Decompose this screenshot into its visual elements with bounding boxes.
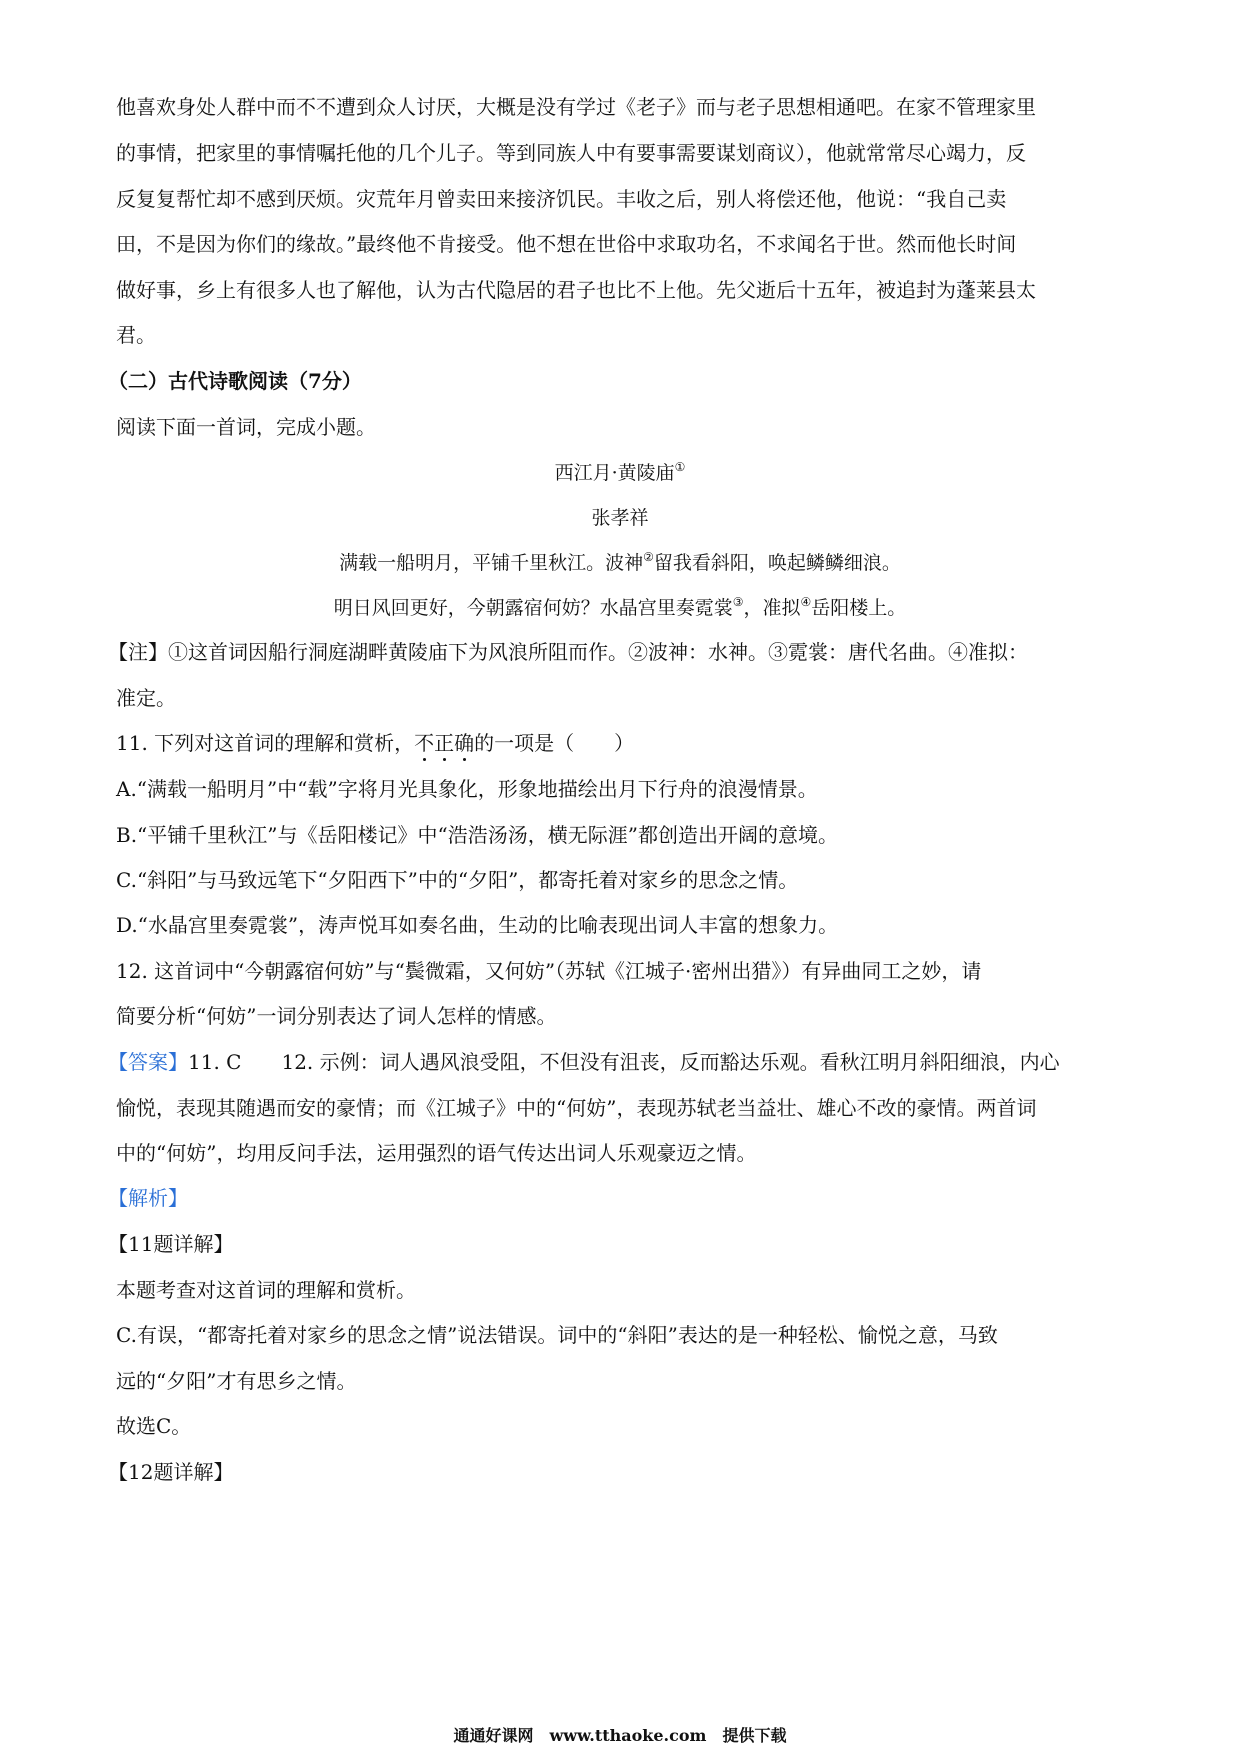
- question-12-line: 12. 这首词中“今朝露宿何妨”与“鬓微霜，又何妨”（苏轼《江城子·密州出猎》）有异曲同工之妙，请: [116, 959, 982, 983]
- question-12-line: 简要分析“何妨”一词分别表达了词人怎样的情感。: [116, 1004, 557, 1028]
- note-line: 准定。: [116, 686, 176, 710]
- question-11: [116, 731, 634, 755]
- paragraph-line: 田，不是因为你们的缘故。”最终他不肯接受。他不想在世俗中求取功名，不求闻名于世。然而他长时间: [116, 232, 1017, 256]
- detail-line: C.有误，“都寄托着对家乡的思念之情”说法错误。词中的“斜阳”表达的是一种轻松、愉悦之意，马致: [116, 1323, 998, 1347]
- answer-line: 中的“何妨”，均用反问手法，运用强烈的语气传达出词人乐观豪迈之情。: [116, 1141, 757, 1165]
- question-11-prefix: 11. 下列对这首词的理解和赏析，: [116, 731, 415, 755]
- poem-line-text: ，准拟: [743, 597, 801, 619]
- footnote-marker: ④: [800, 595, 812, 609]
- poem-line-text: 明日风回更好，今朝露宿何妨？水晶宫里奏霓裳: [333, 597, 733, 619]
- footnote-marker: ③: [732, 595, 744, 609]
- note-line: 【注】①这首词因船行洞庭湖畔黄陵庙下为风浪所阻而作。②波神：水神。③霓裳：唐代名曲。④准拟：: [108, 640, 1028, 664]
- paragraph-line: 他喜欢身处人群中而不不遭到众人讨厌，大概是没有学过《老子》而与老子思想相通吧。在家不管理家里: [116, 95, 1036, 119]
- poem-line-2: [0, 596, 1240, 620]
- paragraph-line: 反复复帮忙却不感到厌烦。灾荒年月曾卖田来接济饥民。丰收之后，别人将偿还他，他说：“我自己卖: [116, 187, 1007, 211]
- option-c: C.“斜阳”与马致远笔下“夕阳西下”中的“夕阳”，都寄托着对家乡的思念之情。: [116, 868, 799, 892]
- poem-line-text: 留我看斜阳，唤起鳞鳞细浪。: [653, 552, 901, 574]
- option-d: D.“水晶宫里奏霓裳”，涛声悦耳如奏名曲，生动的比喻表现出词人丰富的想象力。: [116, 913, 839, 937]
- page-footer: 通通好课网 www.tthaoke.com 提供下载: [453, 1726, 787, 1745]
- option-b: B.“平铺千里秋江”与《岳阳楼记》中“浩浩汤汤，横无际涯”都创造出开阔的意境。: [116, 823, 838, 847]
- emphasis-char: 不: [414, 731, 435, 755]
- instruction-text: 阅读下面一首词，完成小题。: [116, 415, 376, 439]
- option-a: A.“满载一船明月”中“载”字将月光具象化，形象地描绘出月下行舟的浪漫情景。: [116, 777, 818, 801]
- poem-title-text: 西江月·黄陵庙: [554, 462, 675, 484]
- poem-line-1: [0, 551, 1240, 575]
- paragraph-line: 做好事，乡上有很多人也了解他，认为古代隐居的君子也比不上他。先父逝后十五年，被追封为蓬莱县太: [116, 278, 1036, 302]
- answer-text: 11. C 12. 示例：词人遇风浪受阻，不但没有沮丧，反而豁达乐观。看秋江明月斜阳细浪，内心: [188, 1050, 1060, 1074]
- detail-line: 远的“夕阳”才有思乡之情。: [116, 1369, 357, 1393]
- answer-line: 愉悦，表现其随遇而安的豪情；而《江城子》中的“何妨”，表现苏轼老当益壮、雄心不改的豪情。两首词: [116, 1096, 1037, 1120]
- footnote-marker: ②: [643, 550, 654, 564]
- paragraph-line: 君。: [116, 323, 156, 347]
- q12-detail-heading: 【12题详解】: [108, 1460, 234, 1484]
- emphasis-char: 正: [434, 731, 455, 755]
- detail-line: 本题考查对这首词的理解和赏析。: [116, 1278, 416, 1302]
- paragraph-line: 的事情，把家里的事情嘱托他的几个儿子。等到同族人中有要事需要谋划商议），他就常常尽心竭力，反: [116, 141, 1026, 165]
- detail-line: 故选C。: [116, 1414, 192, 1438]
- section-heading: （二）古代诗歌阅读（7分）: [108, 369, 362, 393]
- q11-detail-heading: 【11题详解】: [108, 1232, 234, 1256]
- poem-line-text: 满载一船明月，平铺千里秋江。波神: [339, 552, 644, 574]
- poem-author: 张孝祥: [591, 507, 649, 529]
- analysis-label: 【解析】: [108, 1186, 188, 1210]
- emphasis-char: 确: [454, 731, 475, 755]
- answer-label: 【答案】: [108, 1050, 188, 1074]
- question-11-suffix: 的一项是（ ）: [474, 731, 635, 755]
- poem-line-text: 岳阳楼上。: [811, 597, 907, 619]
- footnote-marker: ①: [674, 460, 686, 474]
- answer-line: [108, 1050, 1060, 1074]
- poem-title: [0, 461, 1240, 485]
